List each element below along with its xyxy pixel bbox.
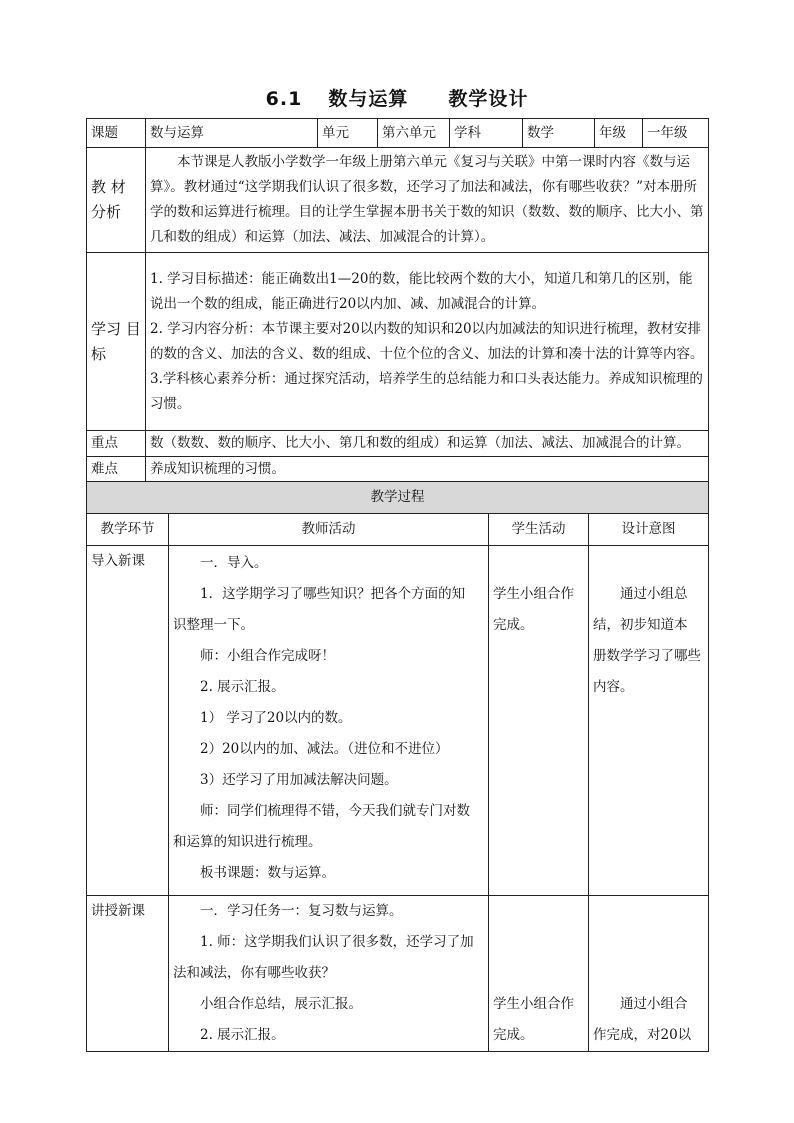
discipline-value: 数学 bbox=[523, 119, 595, 148]
intro-line-3: 识整理一下。 bbox=[173, 617, 254, 633]
col-intent: 设计意图 bbox=[589, 514, 709, 546]
material-label: 教 材 分析 bbox=[87, 148, 146, 253]
discipline-label: 学科 bbox=[450, 119, 523, 148]
new-line-2: 1. 师：这学期我们认识了很多数，还学习了加 bbox=[200, 934, 474, 950]
new-student-1: 学生小组合作 bbox=[493, 996, 574, 1012]
objective-2: 2. 学习内容分析：本节课主要对20以内数的知识和20以内加减法的知识进行梳理，教材安排的数的含义、加法的含义、数的组成、十位个位的含义、加法的计算和凑十法的计算等内容。 bbox=[150, 320, 704, 362]
intro-intent-2: 结，初步知道本 bbox=[593, 617, 688, 633]
objective-1: 1. 学习目标描述：能正确数出1—20的数，能比较两个数的大小，知道几和第几的区别，能说出一个数的组成，能正确进行20以内加、减、加减混合的计算。 bbox=[150, 270, 693, 312]
document-title bbox=[0, 84, 794, 111]
material-text: 本节课是人教版小学数学一年级上册第六单元《复习与关联》中第一课时内容《数与运算》。教材通过“这学期我们认识了很多数，还学习了加法和减法，你有哪些收获？”对本册所学的数和运算进行梳理。目的让学生掌握本册书关于数的知识（数数、数的顺序、比大小、第几和数的组成）和运算（加法、减法、加减混合的计算）。 bbox=[146, 148, 709, 253]
teaching-process-table bbox=[86, 481, 709, 1052]
stage-new: 讲授新课 bbox=[87, 896, 169, 1052]
intro-student-1: 学生小组合作 bbox=[493, 586, 574, 602]
intro-intent-3: 册数学学习了哪些 bbox=[593, 648, 701, 664]
key-point-label: 重点 bbox=[87, 431, 146, 457]
lesson-info-table bbox=[86, 118, 709, 483]
stage-intro: 导入新课 bbox=[87, 546, 169, 896]
subject-value: 数与运算 bbox=[146, 119, 318, 148]
intro-line-2: 1．这学期学习了哪些知识？把各个方面的知 bbox=[200, 586, 466, 602]
new-intent-2: 作完成，对20以 bbox=[593, 1027, 692, 1043]
intro-line-4: 师：小组合作完成呀！ bbox=[200, 648, 335, 664]
lesson-topic: 数与运算 bbox=[328, 88, 409, 110]
intro-intent-4: 内容。 bbox=[593, 679, 634, 695]
table-row bbox=[87, 896, 709, 1052]
intro-line-1: 一．导入。 bbox=[200, 555, 268, 571]
intro-line-6: 1） 学习了20以内的数。 bbox=[200, 710, 352, 726]
objective-3: 3.学科核心素养分析：通过探究活动，培养学生的总结能力和口头表达能力。养成知识梳理的习惯。 bbox=[150, 370, 703, 412]
intro-intent-1: 通过小组总 bbox=[620, 586, 688, 602]
key-point-text: 数（数数、数的顺序、比大小、第几和数的组成）和运算（加法、减法、加减混合的计算。 bbox=[146, 431, 709, 457]
col-stage: 教学环节 bbox=[87, 514, 169, 546]
new-line-4: 小组合作总结，展示汇报。 bbox=[200, 996, 362, 1012]
difficulty-text: 养成知识梳理的习惯。 bbox=[146, 457, 709, 483]
intro-line-5: 2. 展示汇报。 bbox=[200, 679, 285, 695]
objectives-label: 学习 目标 bbox=[87, 253, 146, 431]
intro-line-9: 师：同学们梳理得不错，今天我们就专门对数 bbox=[200, 803, 470, 819]
intro-line-11: 板书课题：数与运算。 bbox=[200, 865, 335, 881]
new-student-2: 完成。 bbox=[493, 1027, 534, 1043]
new-line-5: 2. 展示汇报。 bbox=[200, 1027, 285, 1043]
difficulty-label: 难点 bbox=[87, 457, 146, 483]
difficulty-row bbox=[87, 457, 709, 483]
process-header: 教学过程 bbox=[87, 482, 709, 514]
new-line-3: 法和减法，你有哪些收获？ bbox=[173, 965, 335, 981]
grade-value: 一年级 bbox=[643, 119, 709, 148]
unit-value: 第六单元 bbox=[378, 119, 450, 148]
key-point-row bbox=[87, 431, 709, 457]
unit-label: 单元 bbox=[318, 119, 378, 148]
table-row bbox=[87, 546, 709, 896]
intro-line-10: 和运算的知识进行梳理。 bbox=[173, 834, 322, 850]
intro-line-8: 3）还学习了用加减法解决问题。 bbox=[200, 772, 398, 788]
material-row bbox=[87, 148, 709, 253]
process-column-headers bbox=[87, 514, 709, 546]
new-intent-1: 通过小组合 bbox=[620, 996, 688, 1012]
objectives-row bbox=[87, 253, 709, 431]
col-student: 学生活动 bbox=[489, 514, 589, 546]
new-line-1: 一．学习任务一：复习数与运算。 bbox=[200, 903, 403, 919]
subject-label: 课题 bbox=[87, 119, 146, 148]
lesson-number: 6.1 bbox=[265, 88, 303, 110]
intro-student-2: 完成。 bbox=[493, 617, 534, 633]
intro-line-7: 2）20以内的加、减法。（进位和不进位） bbox=[200, 741, 449, 757]
col-teacher: 教师活动 bbox=[169, 514, 489, 546]
document-type: 教学设计 bbox=[448, 88, 529, 110]
grade-label: 年级 bbox=[595, 119, 643, 148]
info-row bbox=[87, 119, 709, 148]
